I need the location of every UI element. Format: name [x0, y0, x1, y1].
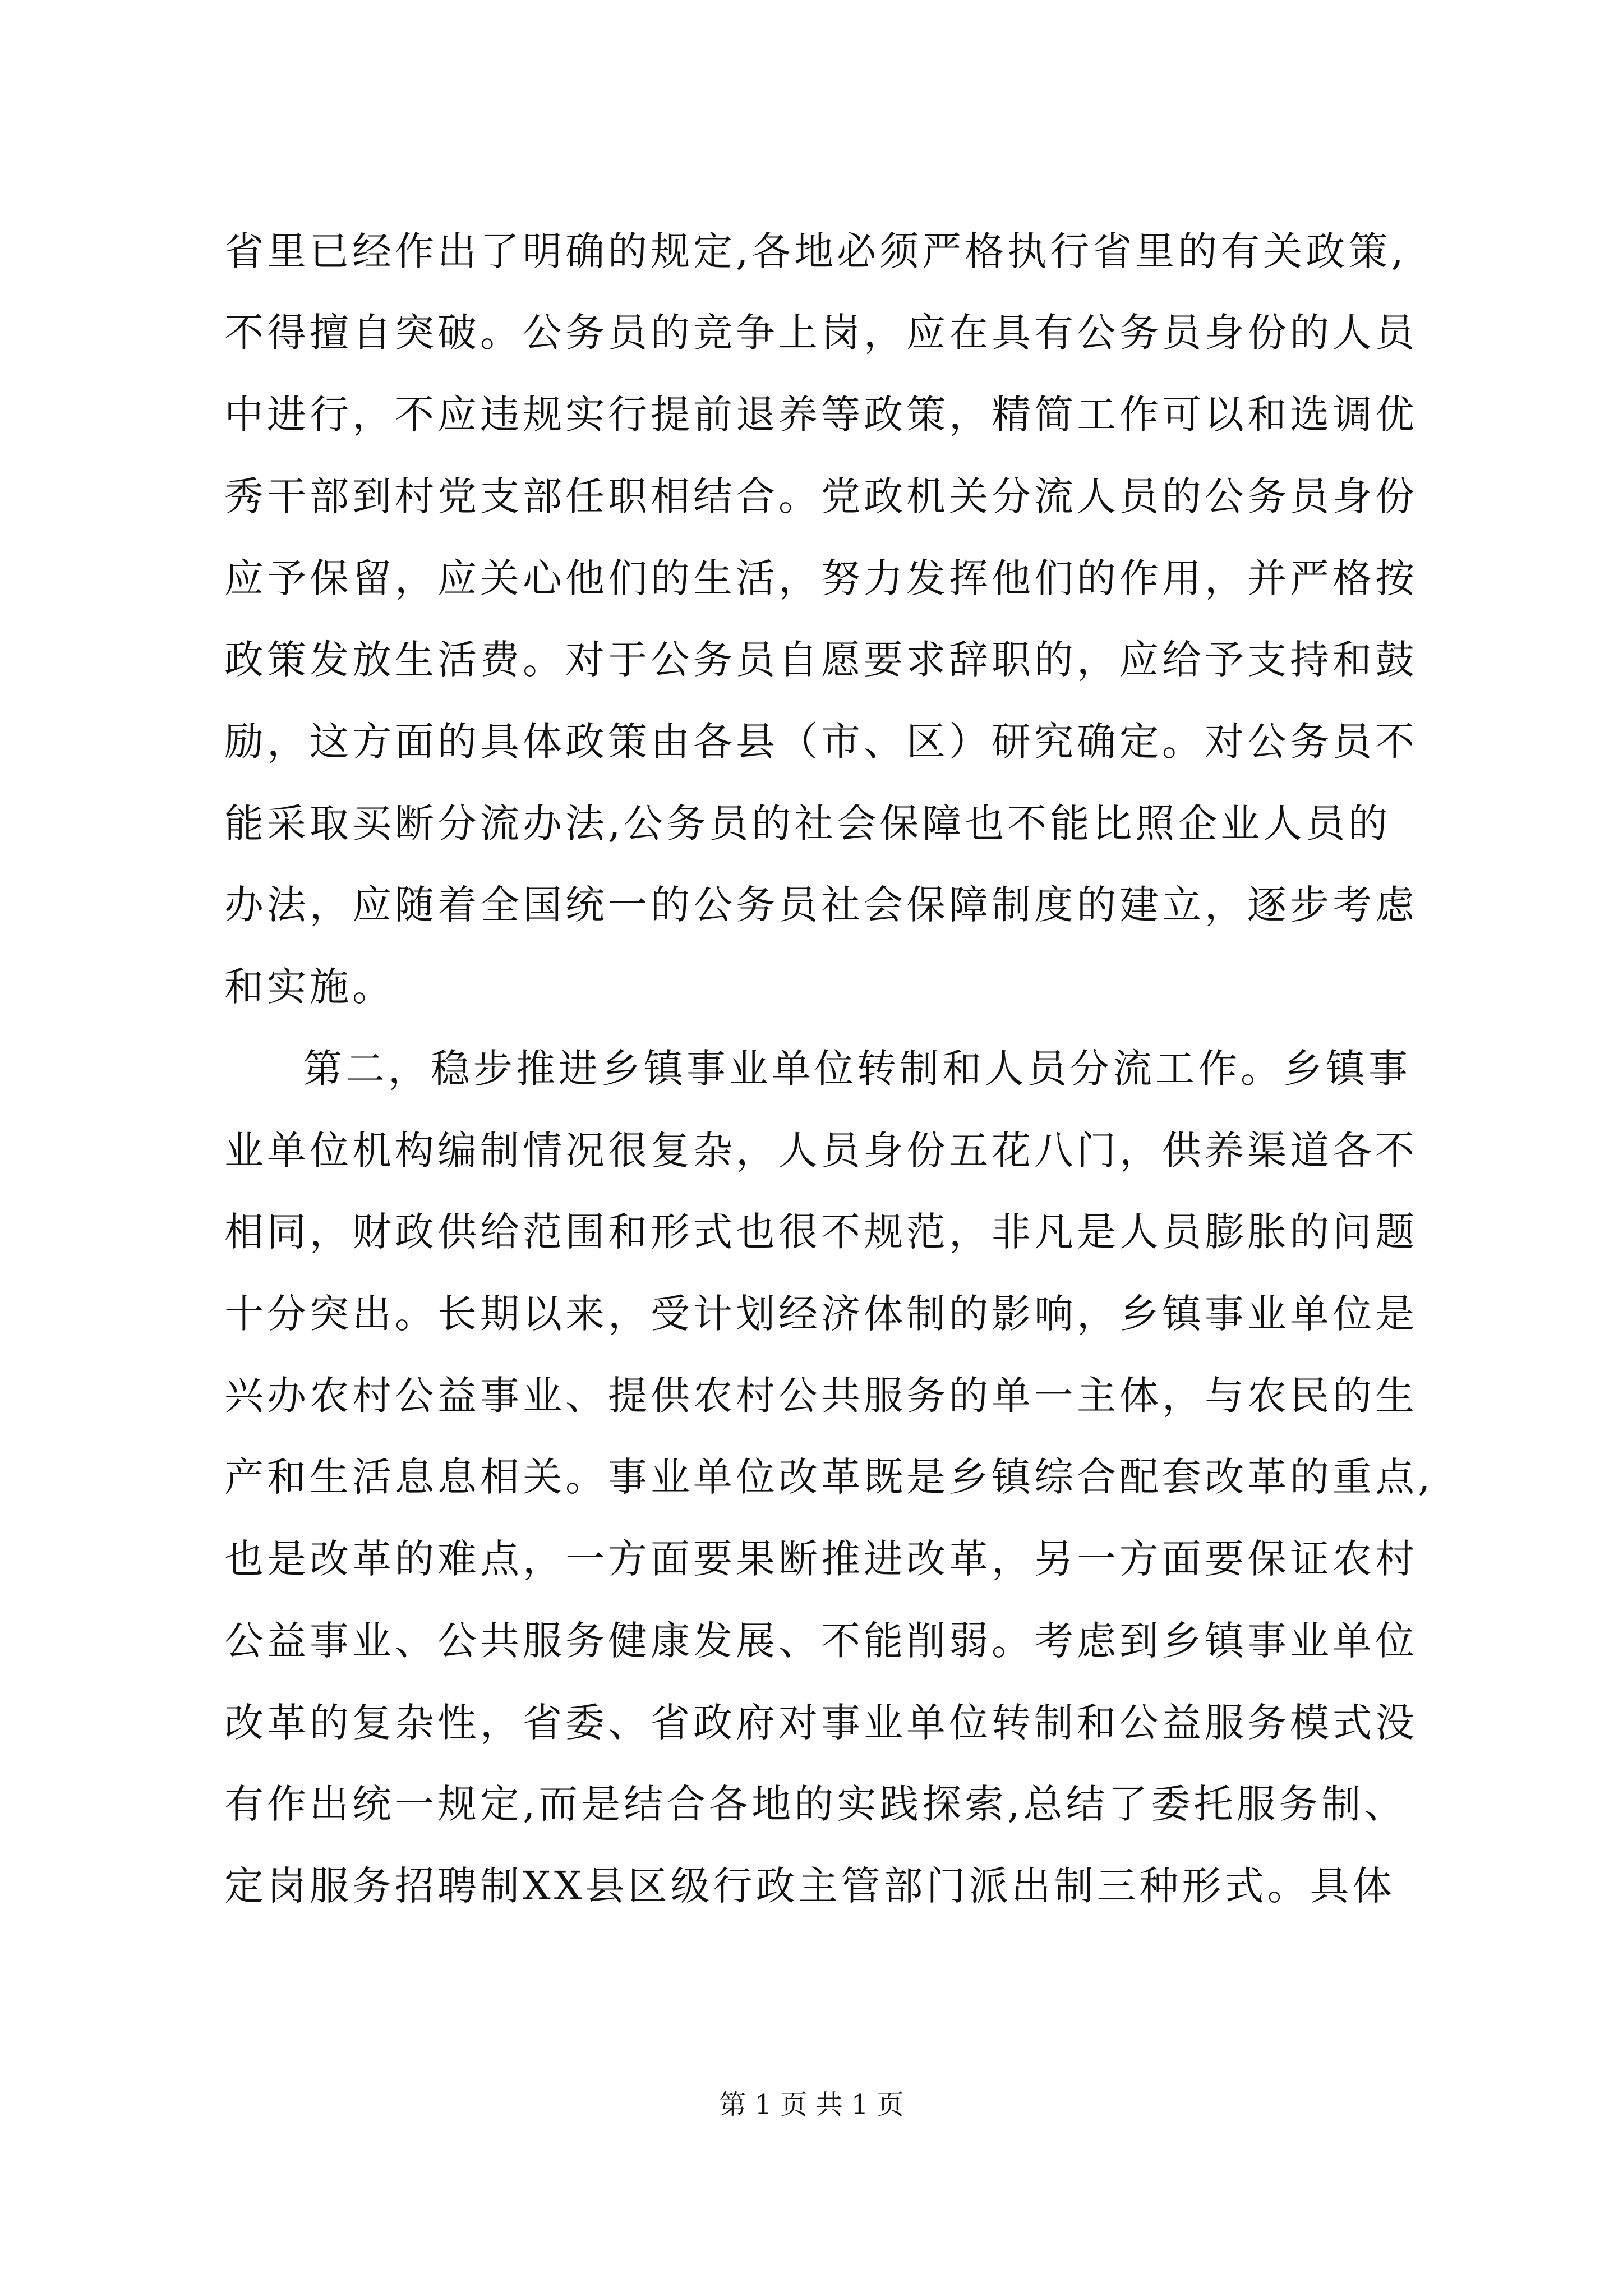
text-line: 定岗服务招聘制XX县区级行政主管部门派出制三种形式。具体	[224, 1863, 1395, 1909]
text-line: 省里已经作出了明确的规定,各地必须严格执行省里的有关政策,	[224, 228, 1407, 274]
paragraph-start-line: 第二，稳步推进乡镇事业单位转制和人员分流工作。乡镇事	[303, 1046, 1411, 1092]
text-line: 办法，应随着全国统一的公务员社会保障制度的建立，逐步考虑	[224, 882, 1418, 928]
text-line: 改革的复杂性，省委、省政府对事业单位转制和公益服务模式没	[224, 1700, 1418, 1746]
page-footer: 第 1 页 共 1 页	[719, 2089, 904, 2120]
text-line: 应予保留，应关心他们的生活，努力发挥他们的作用，并严格按	[224, 555, 1418, 601]
text-line: 十分突出。长期以来，受计划经济体制的影响，乡镇事业单位是	[224, 1291, 1418, 1337]
text-line: 励，这方面的具体政策由各县（市、区）研究确定。对公务员不	[224, 719, 1418, 765]
text-line: 不得擅自突破。公务员的竞争上岗，应在具有公务员身份的人员	[224, 310, 1418, 356]
text-line: 产和生活息息相关。事业单位改革既是乡镇综合配套改革的重点,	[224, 1454, 1434, 1500]
text-line: 业单位机构编制情况很复杂，人员身份五花八门，供养渠道各不	[224, 1128, 1418, 1174]
text-line: 秀干部到村党支部任职相结合。党政机关分流人员的公务员身份	[224, 473, 1418, 519]
text-line: 有作出统一规定,而是结合各地的实践探索,总结了委托服务制、	[224, 1781, 1407, 1827]
text-line: 相同，财政供给范围和形式也很不规范，非凡是人员膨胀的问题	[224, 1209, 1418, 1255]
text-line: 能采取买断分流办法,公务员的社会保障也不能比照企业人员的	[224, 800, 1391, 846]
text-line: 公益事业、公共服务健康发展、不能削弱。考虑到乡镇事业单位	[224, 1618, 1418, 1664]
text-line: 和实施。	[224, 964, 395, 1010]
text-line: 政策发放生活费。对于公务员自愿要求辞职的，应给予支持和鼓	[224, 637, 1418, 683]
text-line: 也是改革的难点，一方面要果断推进改革，另一方面要保证农村	[224, 1536, 1418, 1582]
text-line: 兴办农村公益事业、提供农村公共服务的单一主体，与农民的生	[224, 1373, 1418, 1419]
text-line: 中进行，不应违规实行提前退养等政策，精简工作可以和选调优	[224, 392, 1418, 438]
